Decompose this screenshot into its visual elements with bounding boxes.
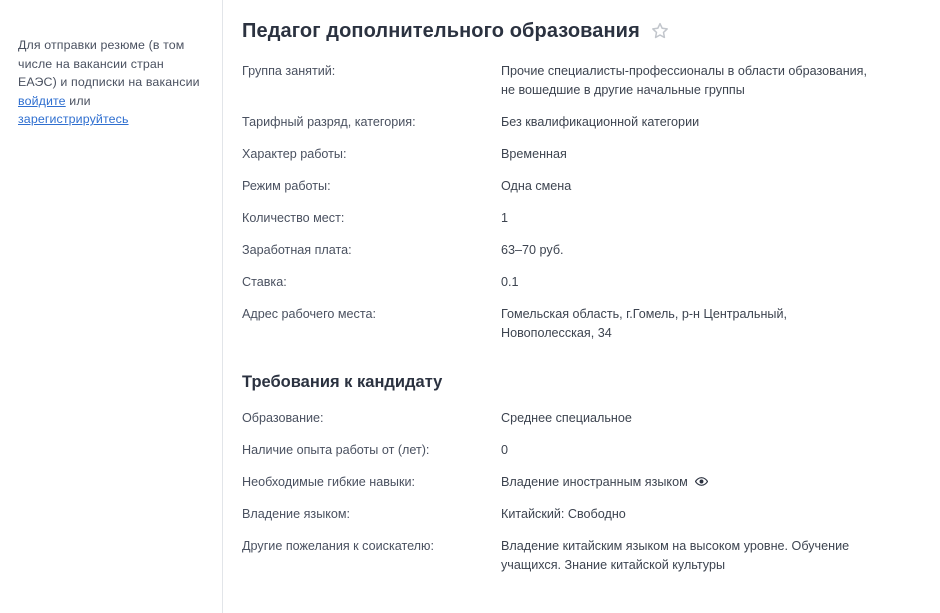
- spec-row: [242, 409, 926, 428]
- spec-value-line: учащихся. Знание китайской культуры: [501, 558, 725, 572]
- spec-value-line: 63–70 руб.: [501, 243, 564, 257]
- vacancy-details-list: [242, 62, 926, 343]
- spec-row: [242, 177, 926, 196]
- spec-value-line: Новополесская, 34: [501, 326, 612, 340]
- spec-row: [242, 145, 926, 164]
- spec-value-line: 0: [501, 443, 509, 457]
- spec-row: [242, 505, 926, 524]
- spec-label: Необходимые гибкие навыки:: [242, 475, 416, 489]
- spec-row: [242, 273, 926, 292]
- main-content: [223, 0, 940, 613]
- spec-row: [242, 473, 926, 492]
- spec-value-line: Владение китайским языком на высоком уровне. Обучение: [501, 539, 850, 553]
- spec-row: [242, 241, 926, 260]
- spec-label: Ставка:: [242, 275, 287, 289]
- spec-value: [501, 177, 926, 196]
- spec-value-line: Одна смена: [501, 179, 572, 193]
- spec-row: [242, 113, 926, 132]
- spec-value-line: Владение иностранным языком: [501, 473, 926, 492]
- spec-row: [242, 537, 926, 575]
- spec-value: [501, 305, 926, 343]
- spec-label: Образование:: [242, 411, 324, 425]
- spec-value: [501, 145, 926, 164]
- spec-value: [501, 473, 926, 492]
- login-link[interactable]: войдите: [18, 93, 66, 108]
- spec-label: Характер работы:: [242, 147, 347, 161]
- requirements-heading: Требования к кандидату: [242, 373, 443, 391]
- spec-value-line: 1: [501, 211, 509, 225]
- spec-label: Наличие опыта работы от (лет):: [242, 443, 430, 457]
- spec-value-line: не вошедшие в другие начальные группы: [501, 83, 745, 97]
- eye-icon[interactable]: [695, 475, 708, 488]
- spec-label: Тарифный разряд, категория:: [242, 115, 416, 129]
- spec-row: [242, 305, 926, 343]
- spec-value: [501, 505, 926, 524]
- sidebar-auth-note: [18, 36, 202, 129]
- spec-value: [501, 537, 926, 575]
- requirements-list: [242, 409, 926, 575]
- spec-value: [501, 273, 926, 292]
- spec-label: Количество мест:: [242, 211, 345, 225]
- spec-row: [242, 209, 926, 228]
- sidebar: [0, 0, 223, 613]
- spec-value: [501, 62, 926, 100]
- spec-value-line: Китайский: Свободно: [501, 507, 626, 521]
- sidebar-note-text-part2: или: [65, 93, 91, 108]
- spec-value: [501, 241, 926, 260]
- spec-label: Группа занятий:: [242, 64, 336, 78]
- title-row: [242, 18, 926, 44]
- spec-row: [242, 441, 926, 460]
- sidebar-note-text-part1: Для отправки резюме (в том числе на вакансии стран ЕАЭС) и подписки на вакансии: [18, 38, 200, 90]
- spec-label: Другие пожелания к соискателю:: [242, 539, 434, 553]
- register-link[interactable]: зарегистрируйтесь: [18, 112, 129, 127]
- spec-label: Адрес рабочего места:: [242, 307, 376, 321]
- spec-value-line: 0.1: [501, 275, 519, 289]
- spec-value-line: Временная: [501, 147, 567, 161]
- spec-value-line: Среднее специальное: [501, 411, 632, 425]
- spec-label: Владение языком:: [242, 507, 351, 521]
- spec-label: Режим работы:: [242, 179, 331, 193]
- spec-value-line: Прочие специалисты-профессионалы в области образования,: [501, 64, 868, 78]
- star-icon[interactable]: [650, 21, 670, 41]
- spec-value: [501, 113, 926, 132]
- spec-value: [501, 441, 926, 460]
- spec-value: [501, 209, 926, 228]
- spec-row: [242, 62, 926, 100]
- spec-value-line: Гомельская область, г.Гомель, р-н Центральный,: [501, 307, 788, 321]
- spec-value: [501, 409, 926, 428]
- spec-value-line: Без квалификационной категории: [501, 115, 700, 129]
- page-title: Педагог дополнительного образования: [242, 20, 640, 42]
- spec-label: Заработная плата:: [242, 243, 352, 257]
